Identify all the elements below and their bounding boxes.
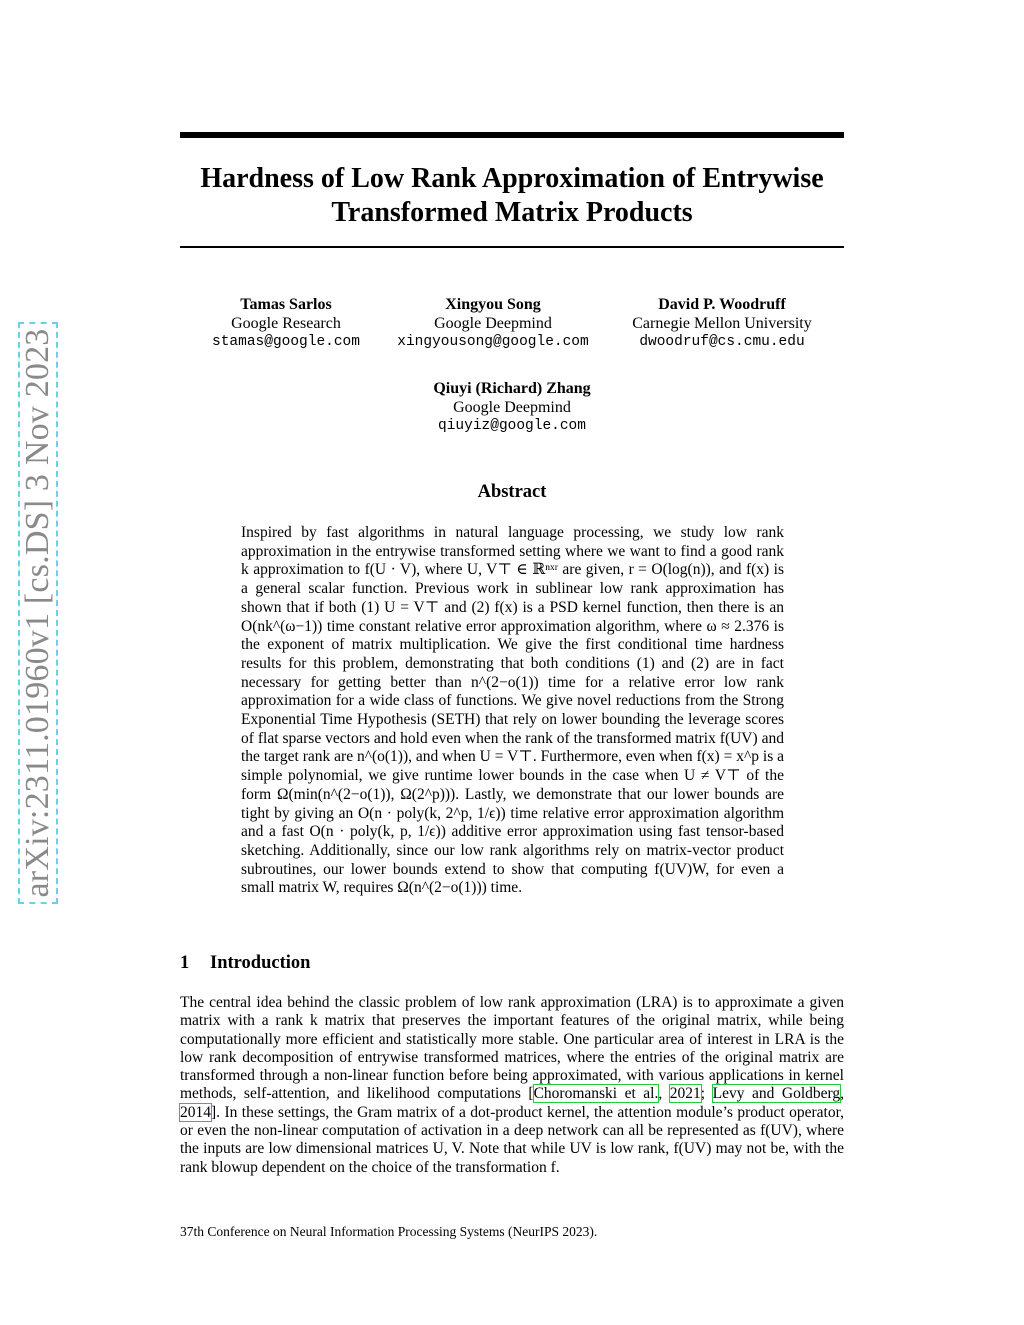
author-name: David P. Woodruff bbox=[658, 296, 786, 313]
author-block bbox=[166, 296, 406, 352]
arxiv-stamp[interactable] bbox=[18, 322, 58, 904]
conference-footnote: 37th Conference on Neural Information Processing Systems (NeurIPS 2023). bbox=[180, 1224, 598, 1239]
citation-link[interactable]: 2021 bbox=[669, 1085, 701, 1103]
author-email[interactable]: dwoodruf@cs.cmu.edu bbox=[639, 334, 805, 350]
author-affiliation: Carnegie Mellon University bbox=[632, 314, 812, 332]
intro-text-part1: The central idea behind the classic problem of low rank approximation (LRA) is to approximate a given matrix with a rank k matrix that preserves the important features of the original matrix, while being computationally more efficient and statistically more stable. One particular area of interest in LRA is the low rank decomposition of entrywise transformed matrices, where the entries of the original matrix are transformed through a non-linear function before being approximated, with various applications in kernel methods, self-attention, and likelihood computations [ bbox=[180, 994, 844, 1103]
abstract-heading: Abstract bbox=[477, 482, 547, 502]
introduction-text: The central idea behind the classic problem of low rank approximation (LRA) is to approximate a given matrix with a rank k matrix that preserves the important features of the original matrix, while being computationally more efficient and statistically more stable. One particular area of interest in LRA is the low rank decomposition of entrywise transformed matrices, where the entries of the original matrix are transformed through a non-linear function before being approximated, with various applications in kernel methods, self-attention, and likelihood computations [Choromanski et al., 2021; Levy and Goldberg, 2014]. In these settings, the Gram matrix of a dot-product kernel, the attention module’s product operator, or even the non-linear computation of activation in a deep network can all be represented as f(UV), where the inputs are low dimensional matrices U, V. Note that while UV is low rank, f(UV) may not be, with the rank blowup dependent on the choice of the transformation f. bbox=[180, 994, 845, 1176]
section-title: Introduction bbox=[210, 953, 311, 973]
citation-link[interactable]: Choromanski et al. bbox=[533, 1085, 659, 1103]
author-email[interactable]: xingyousong@google.com bbox=[397, 334, 589, 350]
author-block bbox=[392, 380, 632, 436]
abstract-text: Inspired by fast algorithms in natural language processing, we study low rank approximation in the entrywise transformed setting where we want to find a good rank k approximation to f(U · V), where U, V⊤ ∈ ℝⁿˣʳ are given, r = O(log(n)), and f(x) is a general scalar function. Previous work in sublinear low rank approximation has shown that if both (1) U = V⊤ and (2) f(x) is a PSD kernel function, then there is an O(nk^(ω−1)) time constant relative error approximation algorithm, where ω ≈ 2.376 is the exponent of matrix multiplication. We give the first conditional time hardness results for this problem, demonstrating that both conditions (1) and (2) are in fact necessary for getting better than n^(2−o(1)) time for a relative error low rank approximation for a wide class of functions. We give novel reductions from the Strong Exponential Time Hypothesis (SETH) that rely on lower bounding the leverage scores of flat sparse vectors and hold even when the rank of the transformed matrix f(UV) and the target rank are n^(o(1)), and when U = V⊤. Furthermore, even when f(x) = x^p is a simple polynomial, we give runtime lower bounds in the case when U ≠ V⊤ of the form Ω(min(n^(2−o(1)), Ω(2^p))). Lastly, we demonstrate that our lower bounds are tight by giving an O(n · poly(k, 2^p, 1/ϵ)) time relative error approximation algorithm and a fast O(n · poly(k, p, 1/ϵ)) additive error approximation using fast tensor-based sketching. Additionally, since our low rank algorithms rely on matrix-vector product subroutines, our lower bounds extend to show that computing f(UV)W, for even a small matrix W, requires Ω(n^(2−o(1))) time. bbox=[241, 524, 784, 897]
arxiv-id-text: arXiv:2311.01960v1 [cs.DS] 3 Nov 2023 bbox=[19, 328, 56, 898]
citation-link[interactable]: 2014 bbox=[180, 1103, 211, 1121]
intro-text-part2: ]. In these settings, the Gram matrix of a dot-product kernel, the attention module’s product operator, or even the non-linear computation of activation in a deep network can all be represented as f(UV), where the inputs are low dimensional matrices U, V. Note that while UV is low rank, f(UV) may not be, with the rank blowup dependent on the choice of the transformation f. bbox=[180, 1103, 844, 1176]
author-name: Xingyou Song bbox=[445, 296, 541, 313]
author-email[interactable]: qiuyiz@google.com bbox=[438, 418, 586, 434]
author-affiliation: Google Deepmind bbox=[434, 314, 552, 332]
section-heading bbox=[180, 953, 310, 974]
author-block bbox=[602, 296, 842, 352]
section-number: 1 bbox=[180, 953, 190, 973]
author-name: Tamas Sarlos bbox=[240, 296, 332, 313]
author-affiliation: Google Deepmind bbox=[453, 398, 571, 416]
author-block bbox=[373, 296, 613, 352]
author-email[interactable]: stamas@google.com bbox=[212, 334, 360, 350]
author-affiliation: Google Research bbox=[231, 314, 341, 332]
author-name: Qiuyi (Richard) Zhang bbox=[433, 380, 591, 397]
title-rule-top bbox=[180, 132, 844, 138]
paper-title: Hardness of Low Rank Approximation of Entrywise Transformed Matrix Products bbox=[200, 163, 824, 228]
citation-link[interactable]: Levy and Goldberg bbox=[712, 1085, 841, 1103]
title-rule-bottom bbox=[180, 246, 844, 248]
